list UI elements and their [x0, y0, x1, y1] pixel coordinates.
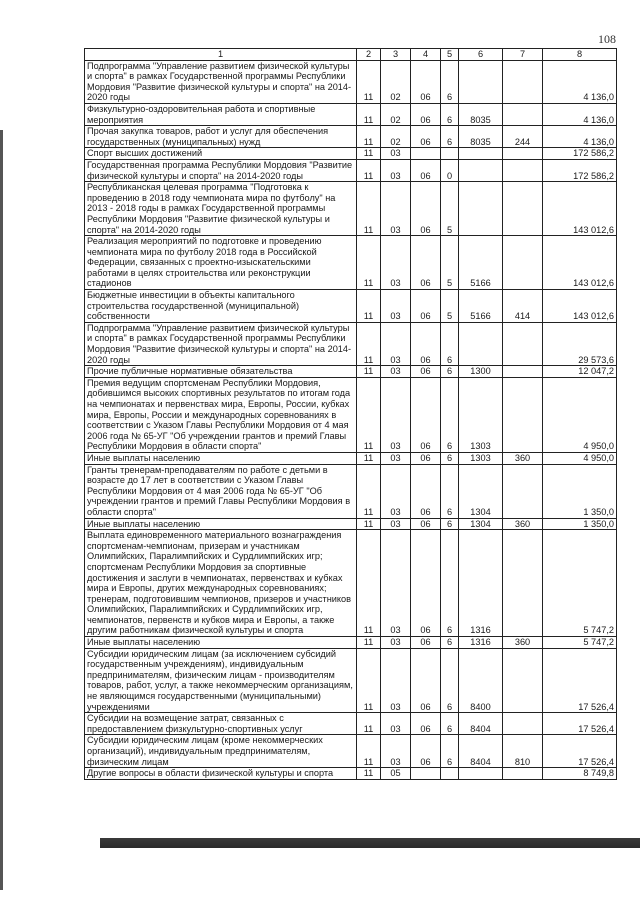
header-cell: 7 [503, 49, 543, 61]
table-row [85, 452, 617, 464]
table-row [85, 637, 617, 649]
row-code-cell: 8400 [459, 648, 503, 713]
row-code-cell [503, 648, 543, 713]
row-code-cell: 6 [441, 648, 459, 713]
row-code-cell: 360 [503, 518, 543, 530]
row-amount-cell: 8 749,8 [543, 768, 617, 780]
row-code-cell [503, 103, 543, 125]
row-code-cell [441, 148, 459, 160]
row-code-cell [503, 159, 543, 181]
row-code-cell: 8035 [459, 126, 503, 148]
row-code-cell: 06 [411, 236, 441, 290]
row-code-cell: 1303 [459, 452, 503, 464]
scan-bottom-bar [100, 838, 640, 848]
row-code-cell [503, 713, 543, 735]
header-cell: 5 [441, 49, 459, 61]
table-row [85, 648, 617, 713]
row-code-cell [411, 148, 441, 160]
table-row [85, 290, 617, 323]
row-code-cell: 6 [441, 322, 459, 365]
row-code-cell: 06 [411, 103, 441, 125]
row-code-cell: 11 [357, 126, 381, 148]
row-code-cell: 06 [411, 182, 441, 236]
row-code-cell: 6 [441, 452, 459, 464]
row-code-cell: 6 [441, 637, 459, 649]
row-name-cell: Субсидии на возмещение затрат, связанных с предоставлением физкультурно-спортивных услуг [85, 713, 357, 735]
row-code-cell: 06 [411, 159, 441, 181]
row-name-cell: Иные выплаты населению [85, 518, 357, 530]
row-code-cell: 414 [503, 290, 543, 323]
row-code-cell: 6 [441, 103, 459, 125]
row-code-cell: 6 [441, 713, 459, 735]
row-code-cell: 03 [381, 322, 411, 365]
row-code-cell [503, 530, 543, 637]
scan-edge-shadow [0, 130, 3, 890]
row-amount-cell: 4 136,0 [543, 103, 617, 125]
row-code-cell [411, 768, 441, 780]
row-code-cell: 05 [381, 768, 411, 780]
table-row [85, 236, 617, 290]
row-code-cell: 5 [441, 182, 459, 236]
row-code-cell: 06 [411, 366, 441, 378]
row-code-cell: 5 [441, 290, 459, 323]
row-code-cell: 02 [381, 103, 411, 125]
row-amount-cell: 17 526,4 [543, 648, 617, 713]
row-amount-cell: 143 012,6 [543, 290, 617, 323]
table-row [85, 735, 617, 768]
row-code-cell: 11 [357, 103, 381, 125]
row-code-cell: 11 [357, 518, 381, 530]
table-row [85, 713, 617, 735]
row-code-cell [459, 322, 503, 365]
row-code-cell: 6 [441, 518, 459, 530]
row-code-cell: 6 [441, 366, 459, 378]
row-code-cell: 06 [411, 518, 441, 530]
row-code-cell: 360 [503, 637, 543, 649]
row-code-cell [459, 182, 503, 236]
row-code-cell: 02 [381, 126, 411, 148]
row-code-cell: 03 [381, 452, 411, 464]
row-code-cell: 06 [411, 713, 441, 735]
row-code-cell: 11 [357, 322, 381, 365]
row-code-cell: 5 [441, 236, 459, 290]
row-code-cell: 03 [381, 464, 411, 518]
table-row [85, 366, 617, 378]
row-code-cell: 11 [357, 768, 381, 780]
row-code-cell [459, 768, 503, 780]
row-code-cell: 6 [441, 530, 459, 637]
header-cell: 2 [357, 49, 381, 61]
row-code-cell: 06 [411, 530, 441, 637]
row-code-cell: 03 [381, 148, 411, 160]
table-row [85, 103, 617, 125]
row-code-cell: 03 [381, 713, 411, 735]
row-code-cell: 11 [357, 713, 381, 735]
row-name-cell: Гранты тренерам-преподавателям по работе с детьми в возрасте до 17 лет в соответствии с Указом Главы Республики Мордовия от 4 мая 2006 года № 65-УГ "Об учреждении грантов и премий Главы Республики Мордовия в области спорта" [85, 464, 357, 518]
row-code-cell [503, 60, 543, 103]
row-code-cell: 1316 [459, 637, 503, 649]
row-amount-cell: 1 350,0 [543, 464, 617, 518]
table-row [85, 377, 617, 452]
row-amount-cell: 5 747,2 [543, 530, 617, 637]
row-code-cell: 06 [411, 464, 441, 518]
row-code-cell: 8404 [459, 713, 503, 735]
row-code-cell: 244 [503, 126, 543, 148]
row-code-cell: 8035 [459, 103, 503, 125]
row-code-cell: 11 [357, 530, 381, 637]
row-code-cell: 8404 [459, 735, 503, 768]
row-code-cell: 03 [381, 377, 411, 452]
row-name-cell: Подпрограмма "Управление развитием физической культуры и спорта" в рамках Государственной программы Республики Мордовия "Развитие физической культуры и спорта" на 2014-2020 годы [85, 322, 357, 365]
row-code-cell: 6 [441, 464, 459, 518]
table-row [85, 60, 617, 103]
table-row [85, 530, 617, 637]
row-code-cell: 1316 [459, 530, 503, 637]
row-code-cell [503, 182, 543, 236]
row-name-cell: Прочая закупка товаров, работ и услуг для обеспечения государственных (муниципальных) нужд [85, 126, 357, 148]
row-code-cell: 02 [381, 60, 411, 103]
row-code-cell: 6 [441, 60, 459, 103]
row-name-cell: Реализация мероприятий по подготовке и проведению чемпионата мира по футболу 2018 года в Российской Федерации, связанных с проектно-изыскательскими работами в целях строительства или реконструкции стадионов [85, 236, 357, 290]
row-name-cell: Иные выплаты населению [85, 452, 357, 464]
row-code-cell: 06 [411, 648, 441, 713]
row-code-cell [503, 236, 543, 290]
row-name-cell: Выплата единовременного материального вознаграждения спортсменам-чемпионам, призерам и участникам Олимпийских, Паралимпийских и Сурдлимпийских игр; спортсменам Республики Мордовия за спортивные достижения и заслуги в чемпионатах, первенствах и кубках мира и Европы, других международных соревнованиях; тренерам, подготовившим чемпионов, призеров и участников Олимпийских, Паралимпийских и Сурдлимпийских игр, чемпионатов, первенств и кубков мира и Европы, а также другим работникам физической культуры и спорта [85, 530, 357, 637]
row-code-cell: 11 [357, 366, 381, 378]
row-amount-cell: 4 136,0 [543, 60, 617, 103]
row-amount-cell: 172 586,2 [543, 159, 617, 181]
row-code-cell: 03 [381, 530, 411, 637]
row-code-cell: 03 [381, 182, 411, 236]
row-code-cell: 06 [411, 452, 441, 464]
row-code-cell [503, 148, 543, 160]
row-amount-cell: 4 950,0 [543, 377, 617, 452]
row-amount-cell: 17 526,4 [543, 713, 617, 735]
header-cell: 6 [459, 49, 503, 61]
row-name-cell: Субсидии юридическим лицам (кроме некоммерческих организаций), индивидуальным предпринимателям, физическим лицам [85, 735, 357, 768]
row-amount-cell: 143 012,6 [543, 236, 617, 290]
table-row [85, 518, 617, 530]
row-name-cell: Государственная программа Республики Мордовия "Развитие физической культуры и спорта" на 2014-2020 годы [85, 159, 357, 181]
row-code-cell: 5166 [459, 236, 503, 290]
table-row [85, 182, 617, 236]
row-code-cell: 06 [411, 290, 441, 323]
row-code-cell [503, 366, 543, 378]
row-name-cell: Иные выплаты населению [85, 637, 357, 649]
budget-table [84, 48, 617, 780]
row-code-cell [503, 377, 543, 452]
row-code-cell: 11 [357, 648, 381, 713]
table-row [85, 464, 617, 518]
row-code-cell: 06 [411, 377, 441, 452]
row-code-cell: 11 [357, 290, 381, 323]
row-code-cell: 11 [357, 236, 381, 290]
row-code-cell: 06 [411, 322, 441, 365]
row-code-cell: 11 [357, 159, 381, 181]
row-name-cell: Другие вопросы в области физической культуры и спорта [85, 768, 357, 780]
row-code-cell: 11 [357, 148, 381, 160]
row-code-cell: 06 [411, 60, 441, 103]
table-body [85, 60, 617, 779]
header-cell: 8 [543, 49, 617, 61]
table-row [85, 322, 617, 365]
row-amount-cell: 29 573,6 [543, 322, 617, 365]
row-code-cell [459, 148, 503, 160]
row-code-cell: 06 [411, 637, 441, 649]
row-code-cell: 03 [381, 236, 411, 290]
row-name-cell: Премия ведущим спортсменам Республики Мордовия, добившимся высоких спортивных результатов по итогам года на чемпионатах и первенствах мира, Европы, России, кубках мира, Европы, России и международных соревнованиях в соответствии с Указом Главы Республики Мордовия от 4 мая 2006 года № 65-УГ "Об учреждении грантов и премий Главы Республики Мордовия в области спорта" [85, 377, 357, 452]
row-code-cell [503, 322, 543, 365]
row-amount-cell: 5 747,2 [543, 637, 617, 649]
row-name-cell: Физкультурно-оздоровительная работа и спортивные мероприятия [85, 103, 357, 125]
row-code-cell: 6 [441, 126, 459, 148]
row-amount-cell: 143 012,6 [543, 182, 617, 236]
row-code-cell: 06 [411, 735, 441, 768]
row-code-cell: 03 [381, 290, 411, 323]
page-number: 108 [598, 32, 616, 46]
row-amount-cell: 4 136,0 [543, 126, 617, 148]
row-code-cell: 11 [357, 735, 381, 768]
row-code-cell: 03 [381, 648, 411, 713]
header-cell: 1 [85, 49, 357, 61]
row-code-cell: 360 [503, 452, 543, 464]
table-row [85, 159, 617, 181]
table-row [85, 148, 617, 160]
row-code-cell: 1304 [459, 518, 503, 530]
row-code-cell [503, 464, 543, 518]
row-amount-cell: 1 350,0 [543, 518, 617, 530]
row-code-cell: 11 [357, 182, 381, 236]
row-code-cell: 03 [381, 366, 411, 378]
row-code-cell: 1303 [459, 377, 503, 452]
row-code-cell: 11 [357, 60, 381, 103]
row-code-cell: 03 [381, 518, 411, 530]
row-code-cell: 03 [381, 735, 411, 768]
row-code-cell [503, 768, 543, 780]
row-code-cell: 1304 [459, 464, 503, 518]
table-row [85, 126, 617, 148]
row-code-cell: 06 [411, 126, 441, 148]
row-code-cell [459, 60, 503, 103]
row-code-cell: 6 [441, 377, 459, 452]
table-row [85, 768, 617, 780]
row-name-cell: Подпрограмма "Управление развитием физической культуры и спорта" в рамках Государственной программы Республики Мордовия "Развитие физической культуры и спорта" на 2014-2020 годы [85, 60, 357, 103]
row-code-cell: 11 [357, 452, 381, 464]
row-amount-cell: 12 047,2 [543, 366, 617, 378]
row-code-cell: 5166 [459, 290, 503, 323]
row-code-cell: 03 [381, 637, 411, 649]
row-code-cell: 03 [381, 159, 411, 181]
row-amount-cell: 17 526,4 [543, 735, 617, 768]
row-name-cell: Спорт высших достижений [85, 148, 357, 160]
header-cell: 3 [381, 49, 411, 61]
row-code-cell: 6 [441, 735, 459, 768]
row-code-cell [441, 768, 459, 780]
header-cell: 4 [411, 49, 441, 61]
row-name-cell: Субсидии юридическим лицам (за исключением субсидий государственным учреждениям), индивидуальным предпринимателям, физическим лицам - производителям товаров, работ, услуг, а также некоммерческим организациям, не являющимся государственными (муниципальными) учреждениями [85, 648, 357, 713]
row-name-cell: Прочие публичные нормативные обязательства [85, 366, 357, 378]
row-code-cell [459, 159, 503, 181]
row-name-cell: Республиканская целевая программа "Подготовка к проведению в 2018 году чемпионата мира по футболу" на 2013 - 2018 годы в рамках Государственной программы Республики Мордовия "Развитие физической культуры и спорта" на 2014-2020 годы [85, 182, 357, 236]
row-amount-cell: 4 950,0 [543, 452, 617, 464]
row-amount-cell: 172 586,2 [543, 148, 617, 160]
row-code-cell: 11 [357, 464, 381, 518]
row-code-cell: 1300 [459, 366, 503, 378]
row-code-cell: 810 [503, 735, 543, 768]
row-code-cell: 0 [441, 159, 459, 181]
row-code-cell: 11 [357, 637, 381, 649]
row-code-cell: 11 [357, 377, 381, 452]
row-name-cell: Бюджетные инвестиции в объекты капитального строительства государственной (муниципальной) собственности [85, 290, 357, 323]
header-row [85, 49, 617, 61]
